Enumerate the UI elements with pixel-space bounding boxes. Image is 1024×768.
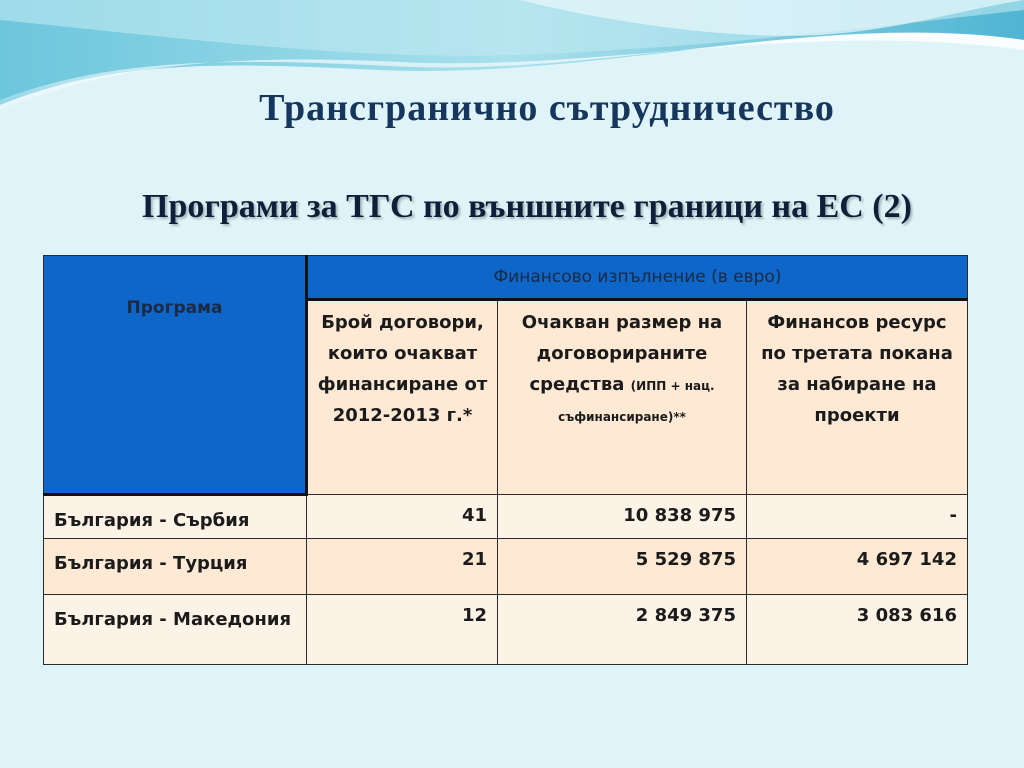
header-amount-note: (ИПП + нац. съфинансиране)** [558,379,715,424]
table-row [44,495,968,539]
row-contracts: 41 [307,495,498,539]
row-resource: 3 083 616 [747,595,968,665]
row-program: България - Турция [44,539,307,595]
header-amount-main: Очакван размер на договорираните средства [521,312,723,395]
slide-subtitle: Програми за ТГС по външните граници на ЕС (2) [142,188,912,225]
row-amount: 10 838 975 [498,495,747,539]
slide-title: Трансгранично сътрудничество [259,87,835,129]
header-contracts: Брой договори, които очакват финансиране от 2012-2013 г.* [307,300,498,495]
row-contracts: 21 [307,539,498,595]
row-resource: - [747,495,968,539]
header-resource: Финансов ресурс по третата покана за набиране на проекти [747,300,968,495]
table-row [44,595,968,665]
row-contracts: 12 [307,595,498,665]
row-amount: 2 849 375 [498,595,747,665]
table-row [44,539,968,595]
row-resource: 4 697 142 [747,539,968,595]
header-financial: Финансово изпълнение (в евро) [307,256,968,300]
row-program: България - Македония [44,595,307,665]
header-program: Програма [44,256,307,495]
row-program: България - Сърбия [44,495,307,539]
row-amount: 5 529 875 [498,539,747,595]
header-amount [498,300,747,495]
programs-table [43,255,968,665]
